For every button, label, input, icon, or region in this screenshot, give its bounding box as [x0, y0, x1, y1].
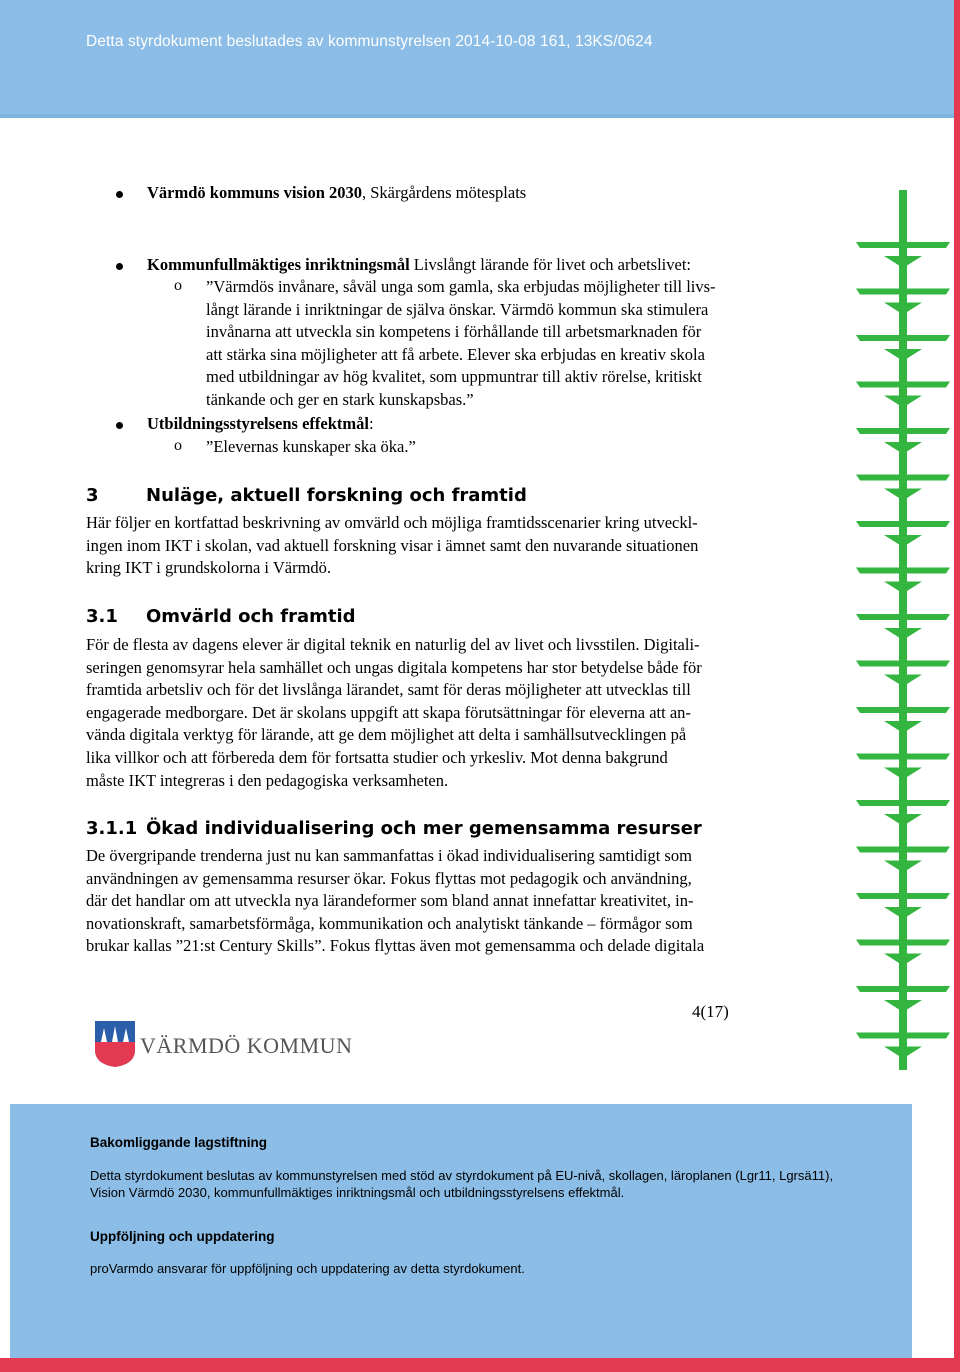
tree-branch-lower: [884, 907, 922, 919]
tree-branch-lower: [884, 489, 922, 501]
tree-branch: [856, 428, 950, 434]
text-line: måste IKT integreras i den pedagogiska verksamheten.: [86, 770, 449, 790]
tree-branch-lower: [884, 1000, 922, 1012]
section-number: 3.1: [86, 606, 118, 627]
section-title: Ökad individualisering och mer gemensamma resurser: [146, 818, 702, 839]
tree-branch: [856, 521, 950, 527]
vision-bullet: [147, 182, 526, 205]
bottom-accent-stripe: [0, 1358, 960, 1372]
goal-quote-line: tänkande och ger en stark kunskapsbas.”: [206, 389, 474, 409]
goal-quote-line: invånarna att utveckla sin kompetens i förhållande till arbetsmarknaden för: [206, 322, 702, 341]
vision-rest: , Skärgårdens mötesplats: [362, 183, 527, 202]
text-line: lika villkor och att förbereda dem för fortsatta studier och yrkesliv. Mot denna bakgrund: [86, 747, 668, 767]
section-number: 3: [86, 485, 99, 506]
tree-branch-lower: [884, 535, 922, 547]
footer-text-line: Detta styrdokument beslutas av kommunstyrelsen med stöd av styrdokument på EU-nivå, skollagen, läroplanen (Lgr11, Lgrsä11),: [90, 1168, 834, 1183]
bullet-dot: [116, 422, 123, 429]
tree-branch: [856, 986, 950, 992]
text-line: seringen genomsyrar hela samhället och ungas digitala kompetens har stor betydelse både för: [86, 657, 702, 677]
tree-branch: [856, 940, 950, 946]
text-line: kring IKT i grundskolorna i Värmdö.: [86, 558, 332, 578]
section-3-1-text: [86, 634, 702, 792]
tree-decoration-icon: [852, 190, 954, 1080]
footer-text-line: Vision Värmdö 2030, kommunfullmäktiges inriktningsmål och utbildningsstyrelsens effektmål.: [90, 1185, 625, 1200]
goal-quote-line: med utbildningar av hög kvalitet, som uppmuntrar till aktiv rörelse, kritiskt: [206, 367, 702, 386]
goal-rest: Livslångt lärande för livet och arbetslivet:: [409, 255, 691, 274]
text-line: framtida arbetsliv och för det livslånga lärandet, samt för deras möjligheter att utvecklas till: [86, 680, 691, 700]
tree-branch: [856, 661, 950, 667]
tree-branch: [856, 847, 950, 853]
tree-branch: [856, 1033, 950, 1039]
section-3-text: [86, 512, 698, 580]
section-number: 3.1.1: [86, 818, 138, 839]
tree-branch: [856, 707, 950, 713]
goal-quote-line: långt lärande i inriktningar de själva önskar. Värmdö kommun ska stimulera: [206, 299, 709, 319]
tree-branch: [856, 568, 950, 574]
footer-panel: [10, 1104, 912, 1358]
tree-branch-lower: [884, 768, 922, 780]
tree-branch-lower: [884, 349, 922, 361]
right-accent-stripe: [954, 0, 960, 1372]
section-3-1-heading: [86, 606, 356, 627]
section-title: Omvärld och framtid: [146, 606, 356, 627]
footer-heading-followup: Uppföljning och uppdatering: [90, 1229, 275, 1244]
text-line: där det handlar om att utveckla nya lärandeformer som bland annat innefattar kreativitet, in-: [86, 891, 694, 911]
tree-branch: [856, 242, 950, 248]
text-line: novationskraft, samarbetsförmåga, kommunikation och analytiskt tänkande – förmågor som: [86, 913, 693, 933]
footer-followup-text: proVarmdo ansvarar för uppföljning och uppdatering av detta styrdokument.: [90, 1261, 525, 1276]
sub-bullet-circle: o: [174, 437, 182, 454]
page-number: 4(17): [692, 1002, 729, 1021]
tree-branch: [856, 614, 950, 620]
text-line: brukar kallas ”21:st Century Skills”. Fokus flyttas även mot gemensamma och delade digitala: [86, 936, 705, 956]
section-3-1-1-text: [86, 845, 704, 958]
tree-branch: [856, 475, 950, 481]
text-line: Här följer en kortfattad beskrivning av omvärld och möjliga framtidsscenarier kring utveckl-: [86, 513, 698, 532]
text-line: De övergripande trenderna just nu kan sammanfattas i ökad individualisering samtidigt som: [86, 846, 692, 865]
tree-branch-lower: [884, 1047, 922, 1059]
effect-quote: ”Elevernas kunskaper ska öka.”: [206, 437, 416, 456]
tree-branch: [856, 893, 950, 899]
effect-rest: :: [369, 414, 374, 433]
footer-heading-legislation: Bakomliggande lagstiftning: [90, 1135, 268, 1150]
tree-branch: [856, 754, 950, 760]
bullet-dot: [116, 191, 123, 198]
text-line: engagerade medborgare. Det är skolans uppgift att skapa förutsättningar för eleverna att an-: [86, 702, 691, 722]
text-line: användningen av gemensamma resurser ökar. Fokus flyttas mot pedagogik och användning,: [86, 868, 692, 888]
header-text: Detta styrdokument beslutades av kommunstyrelsen 2014-10-08 161, 13KS/0624: [86, 33, 653, 50]
tree-branch-lower: [884, 582, 922, 594]
tree-branch: [856, 289, 950, 295]
tree-branch-lower: [884, 303, 922, 315]
section-title: Nuläge, aktuell forskning och framtid: [146, 485, 527, 506]
goal-bold: Kommunfullmäktiges inriktningsmål: [147, 255, 410, 274]
municipality-logo-icon: [94, 1020, 136, 1068]
logo-text: VÄRMDÖ KOMMUN: [140, 1033, 353, 1058]
tree-branch-lower: [884, 954, 922, 966]
tree-branch-lower: [884, 814, 922, 826]
header-bar: [0, 0, 960, 118]
effect-bullet: [147, 413, 374, 436]
tree-branch-lower: [884, 861, 922, 873]
tree-branch-lower: [884, 628, 922, 640]
header-divider: [0, 114, 960, 118]
tree-branch: [856, 382, 950, 388]
text-line: ingen inom IKT i skolan, vad aktuell forskning visar i ämnet samt den nuvarande situationen: [86, 535, 699, 555]
tree-branch-lower: [884, 442, 922, 454]
goal-quote-line: att stärka sina möjligheter att få arbete. Elever ska erbjudas en kreativ skola: [206, 344, 705, 364]
sub-bullet-circle: o: [174, 277, 182, 294]
tree-branch-lower: [884, 675, 922, 687]
tree-branch-lower: [884, 721, 922, 733]
effect-bold: Utbildningsstyrelsens effektmål: [147, 414, 369, 433]
section-3-heading: [86, 485, 527, 506]
section-3-1-1-heading: [86, 818, 702, 839]
footer-legislation-text: [90, 1167, 833, 1201]
bullet-dot: [116, 263, 123, 270]
tree-branch: [856, 335, 950, 341]
text-line: För de flesta av dagens elever är digital teknik en naturlig del av livet och livsstilen. Digitali-: [86, 635, 700, 654]
goal-quote-line: ”Värmdös invånare, såväl unga som gamla, ska erbjudas möjligheter till livs-: [206, 277, 716, 296]
vision-bold: Värmdö kommuns vision 2030: [147, 183, 362, 202]
text-line: vända digitala verktyg för lärande, att ge dem möjlighet att delta i samhällsutvecklingen på: [86, 725, 687, 745]
tree-branch: [856, 800, 950, 806]
goal-quote: [206, 276, 716, 411]
tree-branch-lower: [884, 256, 922, 268]
tree-branch-lower: [884, 396, 922, 408]
goal-bullet: [147, 254, 691, 277]
